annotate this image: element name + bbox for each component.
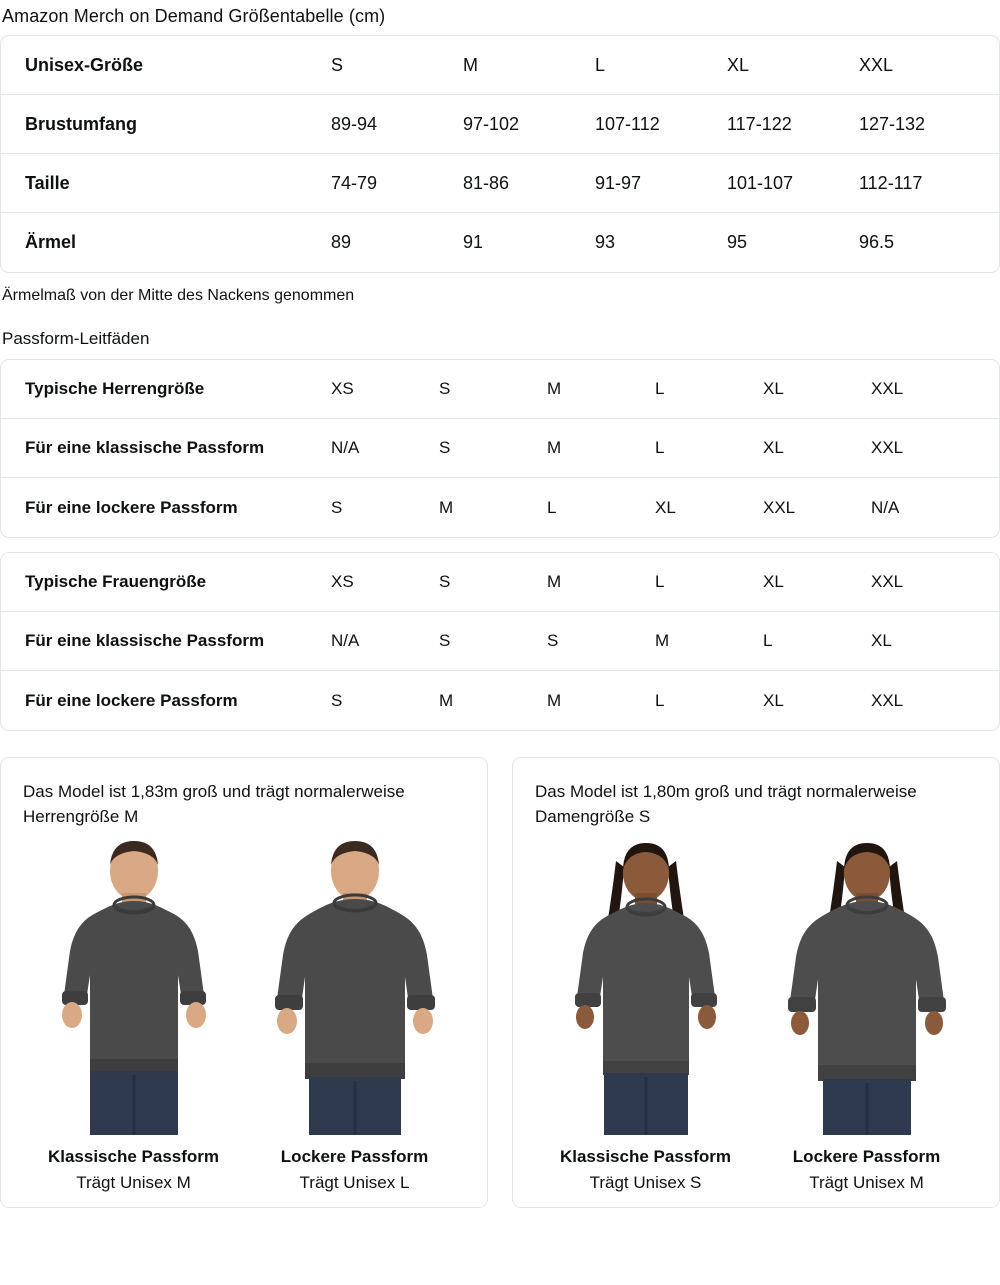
cell: XL [727, 54, 750, 75]
row-label: Ärmel [25, 232, 77, 252]
women-fit-table [0, 552, 1000, 731]
cell: L [655, 379, 665, 398]
row-label: Brustumfang [25, 113, 137, 134]
cell: L [763, 631, 773, 650]
cell: M [439, 497, 454, 517]
figure-subtitle: Trägt Unisex L [299, 1173, 410, 1193]
row-label: Für eine lockere Passform [25, 497, 238, 517]
female-model-card [512, 757, 1000, 1208]
cell: XL [763, 690, 784, 710]
cell: 89-94 [331, 113, 378, 134]
figure-row [23, 835, 465, 1193]
cell: XS [331, 572, 354, 591]
cell: 96.5 [859, 232, 895, 252]
model-caption: Das Model ist 1,80m groß und trägt normalerweise Damengröße S [535, 782, 917, 826]
figure-classic-fit [535, 835, 756, 1193]
figure-subtitle: Trägt Unisex M [76, 1173, 191, 1193]
cell: L [655, 438, 665, 457]
cell: S [331, 497, 343, 517]
cell: XXL [871, 379, 904, 398]
cell: M [547, 379, 562, 398]
cell: L [595, 54, 606, 75]
table-row [1, 154, 999, 213]
cell: L [547, 497, 557, 517]
fit-guides-title: Passform-Leitfäden [2, 329, 150, 348]
cell: M [463, 54, 478, 75]
table-row [1, 95, 999, 154]
figure-title: Klassische Passform [559, 1147, 732, 1167]
cell: 127-132 [859, 113, 926, 134]
cell: 74-79 [331, 172, 378, 193]
cell: M [547, 572, 562, 591]
cell: S [547, 631, 559, 650]
cell: XL [763, 379, 784, 398]
female-model-classic-fit-icon [535, 835, 756, 1135]
cell: 95 [727, 232, 748, 252]
cell: M [547, 438, 562, 457]
table-row [1, 612, 999, 671]
figure-relaxed-fit [756, 835, 977, 1193]
cell: 89 [331, 232, 352, 252]
cell: M [439, 690, 454, 710]
table-row [1, 419, 999, 478]
cell: 107-112 [595, 113, 660, 134]
table-row [1, 478, 999, 537]
table-row [1, 36, 999, 95]
cell: 91 [463, 232, 484, 252]
row-label: Typische Herrengröße [25, 379, 205, 398]
table-row [1, 671, 999, 730]
row-label: Für eine klassische Passform [25, 631, 265, 650]
cell: 81-86 [463, 172, 510, 193]
model-panels [0, 757, 1000, 1208]
figure-title: Klassische Passform [47, 1147, 220, 1167]
cell: XL [763, 572, 784, 591]
page-title: Amazon Merch on Demand Größentabelle (cm) [2, 6, 386, 26]
table-row [1, 360, 999, 419]
row-label: Für eine lockere Passform [25, 690, 238, 710]
cell: S [439, 631, 451, 650]
cell: N/A [331, 438, 360, 457]
cell: 112-117 [859, 172, 923, 193]
men-fit-table [0, 359, 1000, 538]
cell: 93 [595, 232, 616, 252]
cell: XL [871, 631, 892, 650]
unisex-size-table [0, 35, 1000, 273]
male-model-card [0, 757, 488, 1208]
row-label: Unisex-Größe [25, 54, 144, 75]
male-model-relaxed-fit-icon [244, 835, 465, 1135]
cell: XXL [871, 438, 904, 457]
female-model-relaxed-fit-icon [756, 835, 977, 1135]
cell: M [655, 631, 670, 650]
cell: S [439, 438, 451, 457]
cell: S [439, 572, 451, 591]
figure-subtitle: Trägt Unisex S [589, 1173, 702, 1193]
figure-title: Lockere Passform [280, 1147, 429, 1167]
cell: 101-107 [727, 172, 794, 193]
table-row [1, 553, 999, 612]
cell: S [439, 379, 451, 398]
cell: S [331, 690, 343, 710]
sleeve-measurement-note: Ärmelmaß von der Mitte des Nackens genommen [2, 287, 355, 304]
cell: XXL [871, 572, 904, 591]
cell: XXL [871, 690, 904, 710]
cell: XL [763, 438, 784, 457]
cell: N/A [331, 631, 360, 650]
male-model-classic-fit-icon [23, 835, 244, 1135]
model-caption: Das Model ist 1,83m groß und trägt normalerweise Herrengröße M [23, 782, 405, 826]
cell: L [655, 572, 665, 591]
table-row [1, 213, 999, 272]
figure-relaxed-fit [244, 835, 465, 1193]
cell: 117-122 [727, 113, 792, 134]
row-label: Für eine klassische Passform [25, 438, 265, 457]
cell: XXL [763, 497, 796, 517]
figure-row [535, 835, 977, 1193]
cell: N/A [871, 497, 900, 517]
cell: L [655, 690, 665, 710]
cell: S [331, 54, 344, 75]
figure-subtitle: Trägt Unisex M [809, 1173, 924, 1193]
row-label: Typische Frauengröße [25, 572, 207, 591]
figure-title: Lockere Passform [792, 1147, 941, 1167]
cell: M [547, 690, 562, 710]
cell: XL [655, 497, 676, 517]
row-label: Taille [25, 172, 70, 193]
cell: 91-97 [595, 172, 642, 193]
cell: XXL [859, 54, 894, 75]
cell: 97-102 [463, 113, 520, 134]
figure-classic-fit [23, 835, 244, 1193]
cell: XS [331, 379, 354, 398]
